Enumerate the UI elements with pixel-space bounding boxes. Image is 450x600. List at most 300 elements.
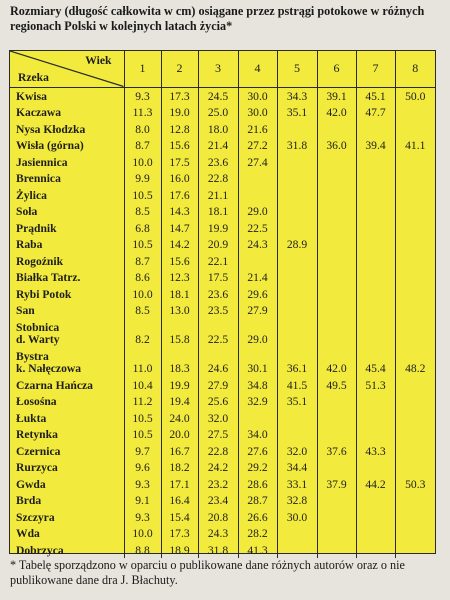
river-name-cell: [10, 393, 124, 410]
length-value-cell: 11.3: [124, 104, 161, 121]
length-value-cell: 19.9: [198, 219, 238, 236]
table-row: [10, 409, 435, 426]
length-value-cell: 36.1: [277, 347, 317, 376]
length-value-cell: 15.6: [161, 137, 198, 154]
length-value-cell: 37.9: [317, 475, 356, 492]
table-row: [10, 170, 435, 187]
length-value-cell: [356, 508, 395, 525]
length-value-cell: 31.8: [277, 137, 317, 154]
river-name-line: k. Nałęczowa: [16, 362, 82, 375]
length-value-cell: 6.8: [124, 219, 161, 236]
length-value-cell: 42.0: [317, 104, 356, 121]
river-name-cell: [10, 285, 124, 302]
length-value-cell: 30.0: [277, 508, 317, 525]
length-value-cell: 23.6: [198, 153, 238, 170]
river-name-cell: [10, 302, 124, 319]
length-value-cell: 34.0: [238, 426, 277, 443]
length-value-cell: 51.3: [356, 376, 395, 393]
age-column-header: 4: [238, 51, 277, 87]
length-value-cell: 39.4: [356, 137, 395, 154]
length-value-cell: 27.2: [238, 137, 277, 154]
river-name-line: Dobrzyca: [16, 543, 64, 557]
length-value-cell: 34.3: [277, 87, 317, 104]
length-value-cell: [277, 426, 317, 443]
length-value-cell: [317, 203, 356, 220]
length-value-cell: [317, 318, 356, 347]
length-value-cell: 25.0: [198, 104, 238, 121]
length-value-cell: 41.5: [277, 376, 317, 393]
length-value-cell: 10.5: [124, 236, 161, 253]
length-value-cell: [317, 393, 356, 410]
length-value-cell: 20.9: [198, 236, 238, 253]
river-name-cell: [10, 170, 124, 187]
length-value-cell: [395, 508, 435, 525]
length-value-cell: [317, 541, 356, 558]
length-value-cell: 17.1: [161, 475, 198, 492]
length-value-cell: [317, 459, 356, 476]
table-row: [10, 459, 435, 476]
length-value-cell: 32.0: [277, 442, 317, 459]
length-value-cell: 17.6: [161, 186, 198, 203]
length-value-cell: 23.5: [198, 302, 238, 319]
length-value-cell: 27.5: [198, 426, 238, 443]
length-value-cell: 8.7: [124, 252, 161, 269]
table-row: [10, 236, 435, 253]
river-name-cell: [10, 104, 124, 121]
age-column-header: 6: [317, 51, 356, 87]
length-value-cell: 13.0: [161, 302, 198, 319]
table-row: [10, 269, 435, 286]
table-row: [10, 347, 435, 376]
length-value-cell: 9.3: [124, 87, 161, 104]
river-name-cell: [10, 442, 124, 459]
length-value-cell: 15.6: [161, 252, 198, 269]
corner-header-cell: [10, 51, 124, 87]
table-row: [10, 219, 435, 236]
table-row: [10, 525, 435, 542]
length-value-cell: [277, 153, 317, 170]
length-value-cell: [277, 203, 317, 220]
length-value-cell: [395, 203, 435, 220]
length-value-cell: 45.1: [356, 87, 395, 104]
length-value-cell: [317, 285, 356, 302]
length-value-cell: [395, 285, 435, 302]
length-value-cell: [277, 318, 317, 347]
length-value-cell: 43.3: [356, 442, 395, 459]
table-row: [10, 203, 435, 220]
length-value-cell: 20.8: [198, 508, 238, 525]
length-value-cell: 35.1: [277, 104, 317, 121]
river-name-line: Bystra: [16, 350, 49, 363]
length-value-cell: [356, 409, 395, 426]
river-name-cell: [10, 508, 124, 525]
length-value-cell: 9.3: [124, 475, 161, 492]
river-name-cell: [10, 525, 124, 542]
length-value-cell: 10.5: [124, 186, 161, 203]
river-name-line: Prądnik: [16, 221, 57, 235]
age-column-header: 2: [161, 51, 198, 87]
age-column-header: 5: [277, 51, 317, 87]
table-row: [10, 393, 435, 410]
length-value-cell: [356, 492, 395, 509]
length-value-cell: [317, 525, 356, 542]
length-value-cell: 23.4: [198, 492, 238, 509]
length-value-cell: 39.1: [317, 87, 356, 104]
length-value-cell: 41.1: [405, 139, 426, 152]
length-value-cell: 21.4: [198, 137, 238, 154]
river-name-cell: [10, 409, 124, 426]
length-value-cell: [395, 442, 435, 459]
length-value-cell: 20.0: [161, 426, 198, 443]
river-name-cell: [10, 153, 124, 170]
length-value-cell: 28.6: [238, 475, 277, 492]
river-name-cell: [10, 269, 124, 286]
river-header-label: Rzeka: [18, 70, 49, 84]
length-value-cell: [317, 252, 356, 269]
length-value-cell: 16.7: [161, 442, 198, 459]
length-value-cell: 30.1: [238, 347, 277, 376]
length-value-cell: 28.7: [238, 492, 277, 509]
length-value-cell: 8.5: [124, 203, 161, 220]
length-value-cell: 10.5: [124, 426, 161, 443]
length-value-cell: [356, 236, 395, 253]
length-value-cell: 10.4: [124, 376, 161, 393]
length-value-cell: 37.6: [317, 442, 356, 459]
length-value-cell: [395, 302, 435, 319]
length-value-cell: [356, 269, 395, 286]
length-value-cell: 8.7: [124, 137, 161, 154]
length-value-cell: 18.1: [198, 203, 238, 220]
river-name-cell: [10, 87, 124, 104]
length-value-cell: 48.2: [405, 362, 426, 375]
length-value-cell: [277, 120, 317, 137]
length-value-cell: 11.2: [124, 393, 161, 410]
river-name-line: Retynka: [16, 428, 58, 441]
length-value-cell: [395, 492, 435, 509]
table-row: [10, 541, 435, 558]
length-value-cell: [395, 269, 435, 286]
river-name-cell: [10, 203, 124, 220]
length-value-cell: 34.8: [238, 376, 277, 393]
length-value-cell: 49.5: [317, 376, 356, 393]
length-value-cell: [395, 252, 435, 269]
length-value-cell: 14.2: [161, 236, 198, 253]
river-name-cell: [10, 475, 124, 492]
length-value-cell: [395, 525, 435, 542]
river-name-line: Szczyra: [16, 510, 55, 524]
length-value-cell: 41.3: [238, 541, 277, 558]
length-value-cell: [356, 203, 395, 220]
river-name-line: Białka Tatrz.: [16, 271, 81, 284]
table-row: [10, 426, 435, 443]
river-name-line: San: [16, 304, 35, 317]
length-value-cell: 35.1: [277, 393, 317, 410]
length-value-cell: 10.0: [124, 525, 161, 542]
river-name-line: Kaczawa: [16, 106, 62, 119]
trout-size-table: [9, 50, 436, 557]
length-value-cell: 17.5: [161, 153, 198, 170]
length-value-cell: [395, 153, 435, 170]
length-value-cell: [356, 170, 395, 187]
length-value-cell: 21.1: [198, 186, 238, 203]
length-value-cell: 22.1: [198, 252, 238, 269]
river-name-line: Gwda: [16, 477, 46, 491]
length-value-cell: 27.6: [238, 442, 277, 459]
length-value-cell: 14.7: [161, 219, 198, 236]
length-value-cell: 50.0: [405, 89, 426, 103]
length-value-cell: [395, 426, 435, 443]
length-value-cell: [395, 409, 435, 426]
river-name-line: Stobnica: [16, 321, 60, 334]
length-value-cell: 18.9: [161, 541, 198, 558]
length-value-cell: 16.0: [161, 170, 198, 187]
river-name-line: Rurzyca: [16, 461, 58, 474]
length-value-cell: 8.5: [124, 302, 161, 319]
length-value-cell: 8.2: [124, 318, 161, 347]
length-value-cell: [317, 219, 356, 236]
length-value-cell: [238, 186, 277, 203]
length-value-cell: [356, 153, 395, 170]
length-value-cell: 19.9: [161, 376, 198, 393]
length-value-cell: 9.1: [124, 492, 161, 509]
table-row: [10, 137, 435, 154]
length-value-cell: [356, 541, 395, 558]
length-value-cell: [395, 376, 435, 393]
length-value-cell: [356, 186, 395, 203]
length-value-cell: 31.8: [198, 541, 238, 558]
length-value-cell: [277, 409, 317, 426]
length-value-cell: 22.5: [238, 219, 277, 236]
length-value-cell: 8.0: [124, 120, 161, 137]
river-name-line: Raba: [16, 238, 43, 251]
length-value-cell: [395, 318, 435, 347]
length-value-cell: [356, 285, 395, 302]
header-row: [10, 51, 435, 87]
river-name-line: Czernica: [16, 444, 61, 458]
age-column-header: 3: [198, 51, 238, 87]
length-value-cell: 18.3: [161, 347, 198, 376]
river-name-cell: [10, 347, 124, 376]
length-value-cell: 17.3: [161, 87, 198, 104]
length-value-cell: 10.0: [124, 285, 161, 302]
length-value-cell: [238, 252, 277, 269]
length-value-cell: 10.5: [124, 409, 161, 426]
river-name-line: Łukta: [16, 411, 47, 425]
length-value-cell: 21.4: [238, 269, 277, 286]
table-row: [10, 120, 435, 137]
river-name-line: Brennica: [16, 172, 61, 185]
table-row: [10, 104, 435, 121]
length-value-cell: [395, 236, 435, 253]
length-value-cell: 45.4: [356, 347, 395, 376]
river-name-line: Nysa Kłodzka: [16, 122, 86, 136]
age-column-header: 7: [356, 51, 395, 87]
table-row: [10, 302, 435, 319]
length-value-cell: 24.3: [198, 525, 238, 542]
river-name-cell: [10, 459, 124, 476]
river-name-line: Żylica: [16, 188, 47, 202]
table-body: [10, 87, 435, 558]
data-table: [10, 51, 435, 558]
length-value-cell: 19.4: [161, 393, 198, 410]
length-value-cell: 19.0: [161, 104, 198, 121]
length-value-cell: 12.3: [161, 269, 198, 286]
length-value-cell: 24.3: [238, 236, 277, 253]
length-value-cell: 29.0: [238, 318, 277, 347]
river-name-cell: [10, 252, 124, 269]
length-value-cell: 22.5: [198, 318, 238, 347]
length-value-cell: 44.2: [356, 475, 395, 492]
length-value-cell: [317, 508, 356, 525]
length-value-cell: 9.7: [124, 442, 161, 459]
river-name-line: Wisła (górna): [16, 139, 84, 152]
length-value-cell: 47.7: [356, 104, 395, 121]
length-value-cell: [317, 153, 356, 170]
length-value-cell: 42.0: [317, 347, 356, 376]
length-value-cell: 17.3: [161, 525, 198, 542]
length-value-cell: 32.8: [277, 492, 317, 509]
length-value-cell: [395, 170, 435, 187]
length-value-cell: 24.6: [198, 347, 238, 376]
table-row: [10, 376, 435, 393]
length-value-cell: [277, 525, 317, 542]
table-row: [10, 285, 435, 302]
length-value-cell: [356, 459, 395, 476]
length-value-cell: [395, 104, 435, 121]
length-value-cell: 23.6: [198, 285, 238, 302]
length-value-cell: 24.5: [198, 87, 238, 104]
length-value-cell: [317, 492, 356, 509]
length-value-cell: 11.0: [124, 347, 161, 376]
table-row: [10, 492, 435, 509]
length-value-cell: 22.8: [198, 442, 238, 459]
footnote: * Tabelę sporządzono w oparciu o publikowane dane różnych autorów oraz o nie publikowane dane dra J. Błachuty.: [10, 558, 405, 587]
length-value-cell: [277, 186, 317, 203]
river-name-cell: [10, 318, 124, 347]
length-value-cell: [317, 426, 356, 443]
length-value-cell: 25.6: [198, 393, 238, 410]
length-value-cell: 9.9: [124, 170, 161, 187]
length-value-cell: [395, 393, 435, 410]
table-row: [10, 442, 435, 459]
length-value-cell: 27.9: [238, 302, 277, 319]
table-row: [10, 508, 435, 525]
river-name-line: Brda: [16, 494, 42, 507]
length-value-cell: [356, 426, 395, 443]
length-value-cell: 8.6: [124, 269, 161, 286]
length-value-cell: [238, 409, 277, 426]
length-value-cell: [277, 252, 317, 269]
table-row: [10, 252, 435, 269]
river-name-line: Wda: [16, 527, 40, 540]
length-value-cell: 15.8: [161, 318, 198, 347]
length-value-cell: [317, 186, 356, 203]
length-value-cell: [277, 269, 317, 286]
table-row: [10, 318, 435, 347]
length-value-cell: 27.4: [238, 153, 277, 170]
length-value-cell: [317, 120, 356, 137]
length-value-cell: [395, 459, 435, 476]
river-name-cell: [10, 236, 124, 253]
length-value-cell: 8.8: [124, 541, 161, 558]
river-name-line: Rogoźnik: [16, 254, 64, 268]
length-value-cell: [317, 409, 356, 426]
length-value-cell: [395, 186, 435, 203]
length-value-cell: 27.9: [198, 376, 238, 393]
river-name-line: Łosośna: [16, 395, 57, 408]
length-value-cell: 24.2: [198, 459, 238, 476]
age-column-header: 8: [412, 61, 419, 76]
length-value-cell: 29.2: [238, 459, 277, 476]
length-value-cell: 24.0: [161, 409, 198, 426]
length-value-cell: 29.0: [238, 203, 277, 220]
river-name-line: Rybi Potok: [16, 287, 72, 301]
length-value-cell: 32.0: [198, 409, 238, 426]
table-row: [10, 475, 435, 492]
length-value-cell: 9.6: [124, 459, 161, 476]
length-value-cell: 30.0: [238, 87, 277, 104]
length-value-cell: [356, 318, 395, 347]
length-value-cell: 12.8: [161, 120, 198, 137]
length-value-cell: [317, 302, 356, 319]
length-value-cell: 33.1: [277, 475, 317, 492]
table-row: [10, 186, 435, 203]
river-name-line: Jasiennica: [16, 155, 68, 169]
river-name-line: Soła: [16, 205, 38, 218]
length-value-cell: 29.6: [238, 285, 277, 302]
table-caption: Rozmiary (długość całkowita w cm) osiągane przez pstrągi potokowe w różnych regionach Polski w kolejnych latach życia*: [10, 4, 425, 33]
length-value-cell: 15.4: [161, 508, 198, 525]
length-value-cell: [356, 525, 395, 542]
river-name-cell: [10, 186, 124, 203]
length-value-cell: 28.2: [238, 525, 277, 542]
length-value-cell: [317, 269, 356, 286]
length-value-cell: [238, 170, 277, 187]
length-value-cell: [277, 285, 317, 302]
age-column-header: 1: [124, 51, 161, 87]
length-value-cell: 23.2: [198, 475, 238, 492]
length-value-cell: 14.3: [161, 203, 198, 220]
length-value-cell: [317, 170, 356, 187]
length-value-cell: 32.9: [238, 393, 277, 410]
length-value-cell: 26.6: [238, 508, 277, 525]
river-name-cell: [10, 492, 124, 509]
length-value-cell: [395, 120, 435, 137]
length-value-cell: 10.0: [124, 153, 161, 170]
length-value-cell: 34.4: [277, 459, 317, 476]
age-header-label: Wiek: [85, 54, 112, 67]
river-name-line: Czarna Hańcza: [16, 378, 93, 392]
length-value-cell: [356, 252, 395, 269]
river-name-cell: [10, 541, 124, 558]
length-value-cell: 18.0: [198, 120, 238, 137]
length-value-cell: 18.2: [161, 459, 198, 476]
length-value-cell: [395, 541, 435, 558]
length-value-cell: [356, 393, 395, 410]
length-value-cell: 18.1: [161, 285, 198, 302]
length-value-cell: [395, 219, 435, 236]
length-value-cell: 17.5: [198, 269, 238, 286]
length-value-cell: 30.0: [238, 104, 277, 121]
length-value-cell: [277, 219, 317, 236]
length-value-cell: [277, 302, 317, 319]
length-value-cell: [277, 541, 317, 558]
length-value-cell: 16.4: [161, 492, 198, 509]
length-value-cell: 28.9: [277, 236, 317, 253]
length-value-cell: 36.0: [317, 137, 356, 154]
river-name-cell: [10, 376, 124, 393]
table-row: [10, 87, 435, 104]
